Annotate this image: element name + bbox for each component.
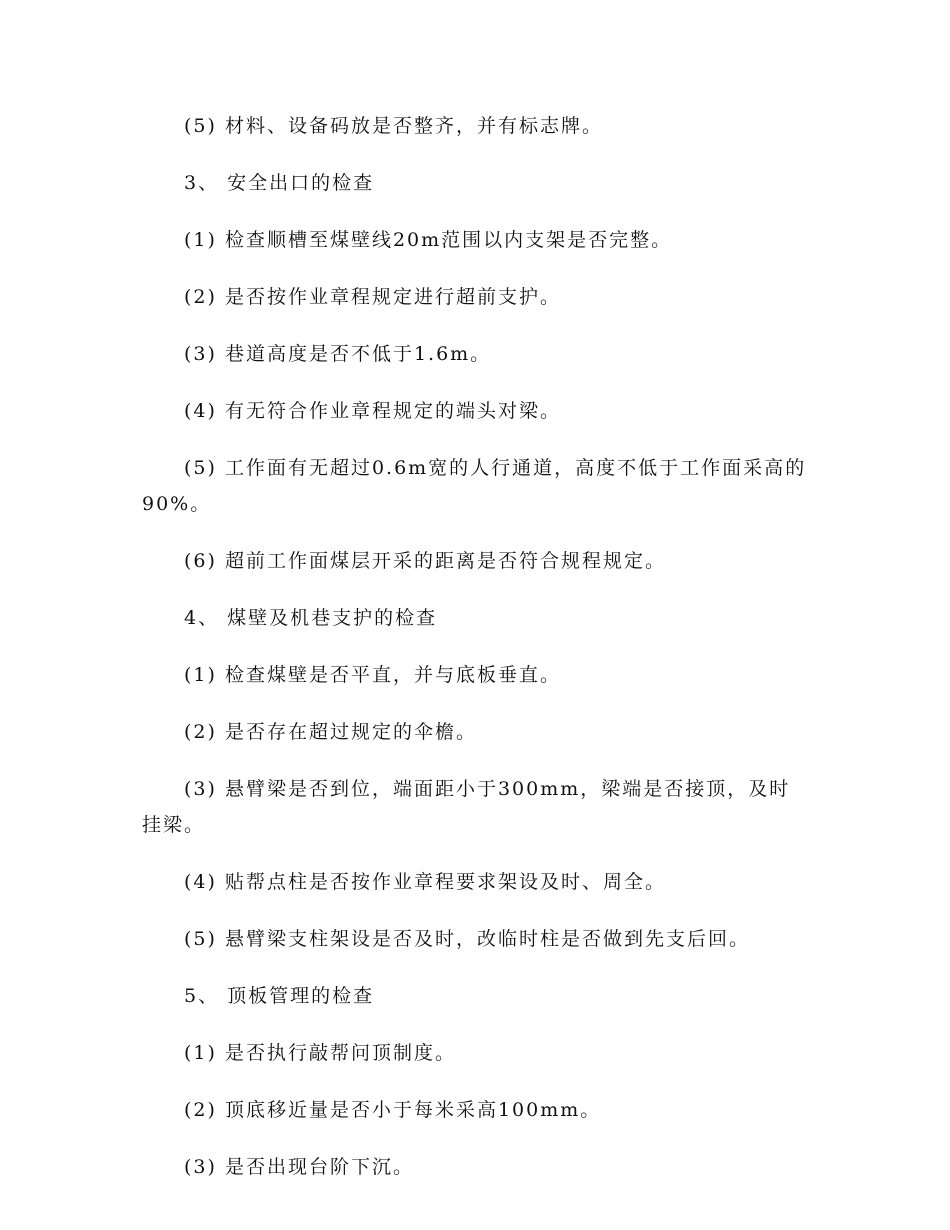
- paragraph: (3) 悬臂梁是否到位，端面距小于300mm，梁端是否接顶，及时挂梁。: [142, 778, 791, 836]
- paragraph: (5) 悬臂梁支柱架设是否及时，改临时柱是否做到先支后回。: [184, 928, 750, 950]
- section-heading: 4、 煤壁及机巷支护的检查: [184, 607, 438, 629]
- document-body: [142, 108, 810, 1206]
- paragraph: (3) 巷道高度是否不低于1.6m。: [184, 343, 492, 365]
- paragraph: (1) 检查煤壁是否平直，并与底板垂直。: [184, 664, 561, 686]
- paragraph: (2) 是否存在超过规定的伞檐。: [184, 721, 477, 743]
- paragraph: (4) 有无符合作业章程规定的端头对梁。: [184, 400, 561, 422]
- paragraph: (4) 贴帮点柱是否按作业章程要求架设及时、周全。: [184, 871, 666, 893]
- paragraph: (1) 检查顺槽至煤壁线20m范围以内支架是否完整。: [184, 229, 673, 251]
- paragraph: (1) 是否执行敲帮问顶制度。: [184, 1042, 456, 1064]
- paragraph: (3) 是否出现台阶下沉。: [184, 1156, 414, 1178]
- section-heading: 3、 安全出口的检查: [184, 172, 375, 194]
- section-heading: 5、 顶板管理的检查: [184, 985, 375, 1007]
- paragraph: (2) 是否按作业章程规定进行超前支护。: [184, 286, 561, 308]
- paragraph: (5) 工作面有无超过0.6m宽的人行通道，高度不低于工作面采高的90%。: [142, 457, 807, 515]
- paragraph: (5) 材料、设备码放是否整齐，并有标志牌。: [184, 115, 603, 137]
- paragraph: (2) 顶底移近量是否小于每米采高100mm。: [184, 1099, 602, 1121]
- paragraph: (6) 超前工作面煤层开采的距离是否符合规程规定。: [184, 550, 666, 572]
